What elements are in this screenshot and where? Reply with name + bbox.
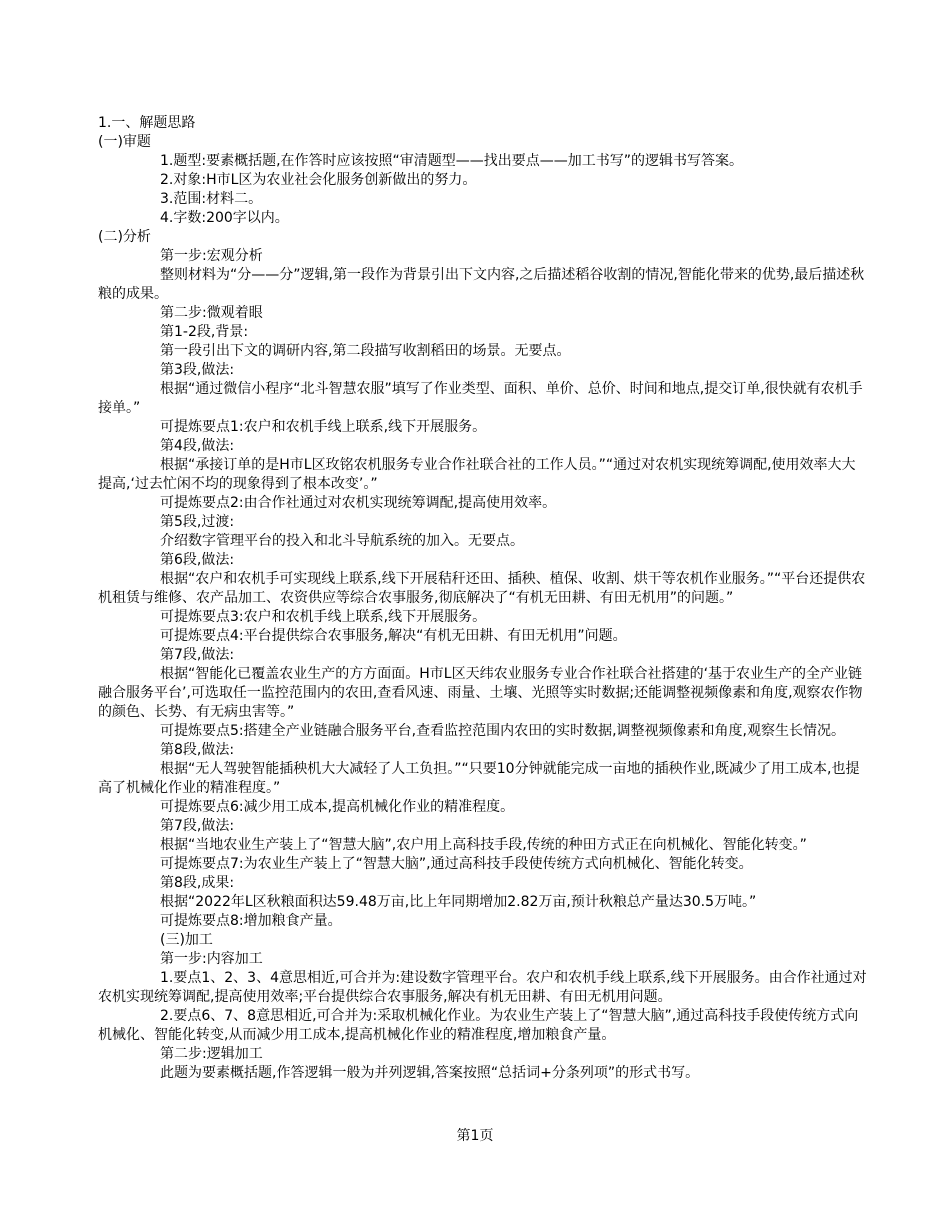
paragraph: 可提炼要点5:搭建全产业链融合服务平台,查看监控范围内农田的实时数据,调整视频像素和角度,观察生长情况。 xyxy=(160,723,845,739)
paragraph: 根据“智能化已覆盖农业生产的方方面面。H市L区天纬农业服务专业合作社联合社搭建的‘基于农业生产的全产业链融合服务平台’,可选取任一监控范围内的农田,查看风速、雨量、土壤、光照等实时数据;还能调整视频像素和角度,观察农作物的颜色、长势、有无病虫害等。” xyxy=(98,666,863,720)
paragraph: 可提炼要点4:平台提供综合农事服务,解决“有机无田耕、有田无机用”问题。 xyxy=(160,628,627,644)
paragraph: 1.一、解题思路 xyxy=(98,115,196,131)
paragraph: 此题为要素概括题,作答逻辑一般为并列逻辑,答案按照“总括词+分条列项”的形式书写。 xyxy=(160,1065,700,1081)
paragraph: 可提炼要点3:农户和农机手线上联系,线下开展服务。 xyxy=(160,609,487,625)
paragraph: 根据“通过微信小程序“北斗智慧农服”填写了作业类型、面积、单价、总价、时间和地点,提交订单,很快就有农机手接单。” xyxy=(98,381,863,416)
paragraph: 可提炼要点7:为农业生产装上了“智慧大脑”,通过高科技手段使传统方式向机械化、智能化转变。 xyxy=(160,856,753,872)
paragraph: 第一段引出下文的调研内容,第二段描写收割稻田的场景。无要点。 xyxy=(160,343,571,359)
paragraph: 第7段,做法: xyxy=(160,818,235,834)
paragraph: 根据“当地农业生产装上了“智慧大脑”,农户用上高科技手段,传统的种田方式正在向机械化、智能化转变。” xyxy=(160,837,807,853)
paragraph: 第6段,做法: xyxy=(160,552,235,568)
paragraph: 第8段,成果: xyxy=(160,875,235,891)
paragraph: 第1-2段,背景: xyxy=(160,324,249,340)
paragraph: 第8段,做法: xyxy=(160,742,235,758)
paragraph: 可提炼要点1:农户和农机手线上联系,线下开展服务。 xyxy=(160,419,487,435)
paragraph: 可提炼要点6:减少用工成本,提高机械化作业的精准程度。 xyxy=(160,799,515,815)
paragraph: 2.要点6、7、8意思相近,可合并为:采取机械化作业。为农业生产装上了“智慧大脑”,通过高科技手段使传统方式向机械化、智能化转变,从而减少用工成本,提高机械化作业的精准程度,增加粮食产量。 xyxy=(98,1008,859,1043)
paragraph: 第二步:逻辑加工 xyxy=(160,1046,263,1062)
page-footer: 第1页 xyxy=(456,1128,494,1144)
paragraph: 2.对象:H市L区为农业社会化服务创新做出的努力。 xyxy=(160,172,477,188)
paragraph: (三)加工 xyxy=(160,932,213,948)
paragraph: 3.范围:材料二。 xyxy=(160,191,263,207)
paragraph: 根据“承接订单的是H市L区玫铭农机服务专业合作社联合社的工作人员。”“通过对农机实现统筹调配,使用效率大大提高,‘过去忙闲不均的现象得到了根本改变’。” xyxy=(98,457,856,492)
paragraph: (二)分析 xyxy=(98,229,151,245)
paragraph: (一)审题 xyxy=(98,134,151,150)
paragraph: 第7段,做法: xyxy=(160,647,235,663)
paragraph: 1.要点1、2、3、4意思相近,可合并为:建设数字管理平台。农户和农机手线上联系,线下开展服务。由合作社通过对农机实现统筹调配,提高使用效率;平台提供综合农事服务,解决有机无田耕、有田无机用问题。 xyxy=(98,970,867,1005)
paragraph: 第一步:内容加工 xyxy=(160,951,263,967)
paragraph: 第3段,做法: xyxy=(160,362,235,378)
document-body xyxy=(98,114,868,1083)
paragraph: 根据“农户和农机手可实现线上联系,线下开展秸秆还田、插秧、植保、收割、烘干等农机作业服务。”“平台还提供农机租赁与维修、农产品加工、农资供应等综合农事服务,彻底解决了“有机无田耕、有田无机用”的问题。” xyxy=(98,571,866,606)
paragraph: 根据“无人驾驶智能插秧机大大减轻了人工负担。”“只要10分钟就能完成一亩地的插秧作业,既减少了用工成本,也提高了机械化作业的精准程度。” xyxy=(98,761,860,796)
paragraph: 根据“2022年L区秋粮面积达59.48万亩,比上年同期增加2.82万亩,预计秋粮总产量达30.5万吨。” xyxy=(160,894,757,910)
paragraph: 整则材料为“分——分”逻辑,第一段作为背景引出下文内容,之后描述稻谷收割的情况,智能化带来的优势,最后描述秋粮的成果。 xyxy=(98,267,865,302)
paragraph: 4.字数:200字以内。 xyxy=(160,210,289,226)
paragraph: 可提炼要点8:增加粮食产量。 xyxy=(160,913,342,929)
paragraph: 第一步:宏观分析 xyxy=(160,248,263,264)
paragraph: 第二步:微观着眼 xyxy=(160,305,263,321)
paragraph: 1.题型:要素概括题,在作答时应该按照“审清题型——找出要点——加工书写”的逻辑书写答案。 xyxy=(160,153,744,169)
paragraph: 第4段,做法: xyxy=(160,438,235,454)
paragraph: 第5段,过渡: xyxy=(160,514,235,530)
paragraph: 可提炼要点2:由合作社通过对农机实现统筹调配,提高使用效率。 xyxy=(160,495,557,511)
paragraph: 介绍数字管理平台的投入和北斗导航系统的加入。无要点。 xyxy=(160,533,524,549)
